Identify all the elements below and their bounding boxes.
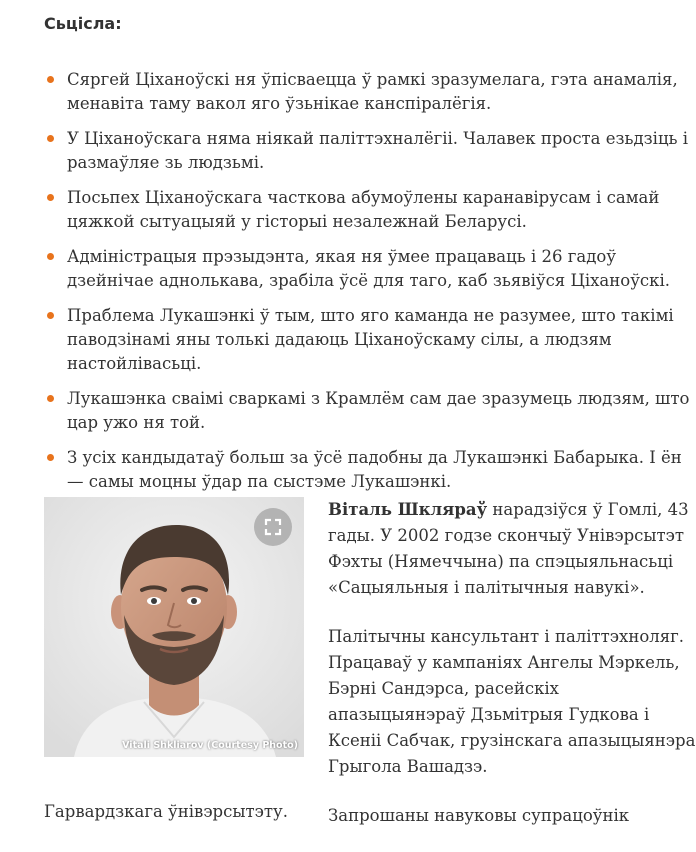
portrait-photo[interactable] bbox=[44, 497, 304, 757]
summary-list bbox=[44, 68, 696, 505]
expand-icon bbox=[264, 518, 282, 536]
bio-intro-rest: нарадзіўся ў Гомлі, 43 гады. У 2002 годзе скончыў Унівэрсытэт Фэхты (Нямеччына) па спэцыяльнасьці «Сацыяльныя і палітычныя навукі». bbox=[328, 500, 689, 597]
summary-item-text: Праблема Лукашэнкі ў тым, што яго каманда не разумее, што такімі паводзінамі яны толькі дадаюць Ціханоўскаму сілы, а людзям настойлівасьці. bbox=[67, 306, 674, 373]
summary-item bbox=[44, 127, 696, 175]
bullet-icon bbox=[47, 454, 54, 461]
photo-caption: Vitali Shkliarov (Courtesy Photo) bbox=[122, 740, 298, 751]
summary-item bbox=[44, 387, 696, 435]
bullet-icon bbox=[47, 135, 54, 142]
summary-item-text: Лукашэнка сваімі сваркамі з Крамлём сам дае зразумець людзям, што цар ужо ня той. bbox=[67, 389, 690, 432]
summary-item bbox=[44, 245, 696, 293]
bio-name: Віталь Шкляраў bbox=[328, 500, 488, 519]
summary-item bbox=[44, 304, 696, 376]
summary-item bbox=[44, 186, 696, 234]
bullet-icon bbox=[47, 312, 54, 319]
summary-heading: Сьцісла: bbox=[44, 14, 122, 33]
summary-item-text: Посьпех Ціханоўскага часткова абумоўлены каранавірусам і самай цяжкой сытуацыяй у гісторыі незалежнай Беларусі. bbox=[67, 188, 660, 231]
summary-item-text: Адміністрацыя прэзыдэнта, якая ня ўмее працаваць і 26 гадоў дзейнічае аднолькава, зрабіла ўсё для таго, каб зьявіўся Ціханоўскі. bbox=[67, 247, 670, 290]
summary-item-text: У Ціханоўскага няма ніякай паліттэхналёгіі. Чалавек проста езьдзіць і размаўляе зь людзьмі. bbox=[67, 129, 689, 172]
bullet-icon bbox=[47, 76, 54, 83]
bullet-icon bbox=[47, 194, 54, 201]
summary-item-text: Сяргей Ціханоўскі ня ўпісваецца ў рамкі зразумелага, гэта анамалія, менавіта таму вакол яго ўзьнікае канспіралёгія. bbox=[67, 70, 678, 113]
expand-button[interactable] bbox=[254, 508, 292, 546]
bio-career: Палітычны кансультант і паліттэхноляг. Працаваў у кампаніях Ангелы Мэркель, Бэрні Сандэрса, расейскіх апазыцыянэраў Дзьмітрыя Гудкова і Ксеніі Сабчак, грузінскага апазыцыянэра Грыгола Вашадзэ. bbox=[328, 627, 696, 776]
summary-item bbox=[44, 68, 696, 116]
summary-item bbox=[44, 446, 696, 494]
bio-invited-line2: Гарвардзкага ўнівэрсытэту. bbox=[44, 802, 288, 821]
bullet-icon bbox=[47, 253, 54, 260]
bio-intro bbox=[328, 497, 696, 601]
summary-item-text: З усіх кандыдатаў больш за ўсё падобны да Лукашэнкі Бабарыка. І ён — самы моцны ўдар па сыстэме Лукашэнкі. bbox=[67, 448, 682, 491]
bio-text bbox=[328, 497, 696, 852]
bullet-icon bbox=[47, 395, 54, 402]
bio-invited-line1: Запрошаны навуковы супрацоўнік bbox=[328, 806, 630, 825]
